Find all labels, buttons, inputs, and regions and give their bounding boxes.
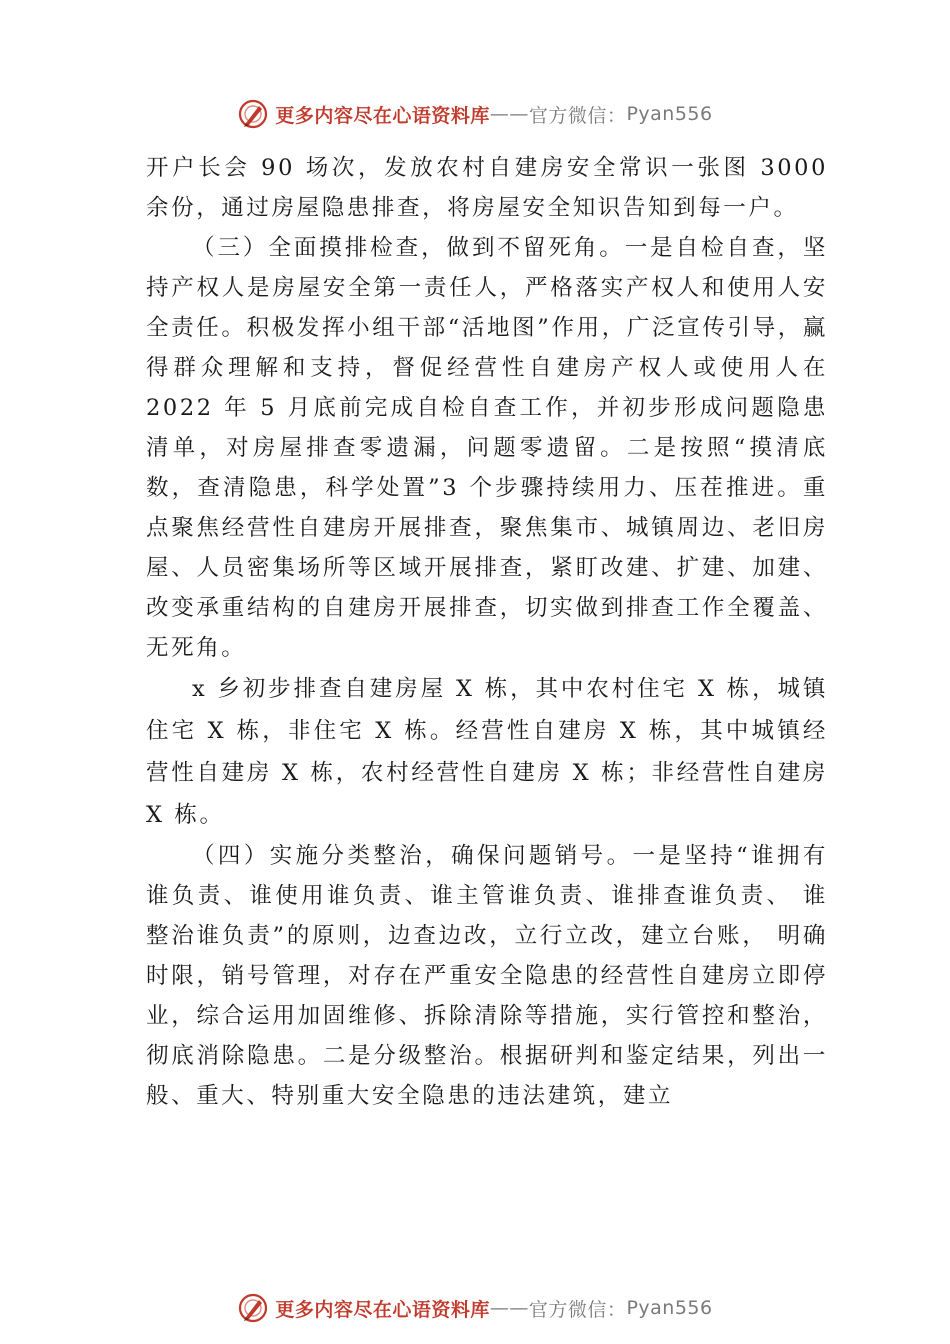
library-name: 更多内容尽在心语资料库 (275, 1298, 490, 1321)
paragraph-statistics: x 乡初步排查自建房屋 X 栋，其中农村住宅 X 栋，城镇住宅 X 栋，非住宅 X 栋。经营性自建房 X 栋，其中城镇经营性自建房 X 栋，农村经营性自建房 X 栋；非经营性自建房 X 栋。 (146, 676, 828, 828)
footer-watermark (0, 1288, 950, 1328)
paragraph-section-3: （三）全面摸排检查，做到不留死角。一是自检自查，坚持产权人是房屋安全第一责任人，严格落实产权人和使用人安全责任。积极发挥小组干部“活地图”作用，广泛宣传引导，赢得群众理解和支持，督促经营性自建房产权人或使用人在 2022 年 5 月底前完成自检自查工作，并初步形成问题隐患清单，对房屋排查零遗漏，问题零遗留。二是按照“摸清底数，查清隐患，科学处置”3 个步骤持续用力、压茬推进。重点聚焦经营性自建房开展排查，聚焦集市、城镇周边、老旧房屋、人员密集场所等区域开展排查，紧盯改建、扩建、加建、改变承重结构的自建房开展排查，切实做到排查工作全覆盖、无死角。 (146, 235, 828, 661)
pen-logo-icon (237, 1292, 269, 1324)
library-name: 更多内容尽在心语资料库 (275, 104, 490, 127)
wechat-account: Pyan556 (626, 103, 713, 125)
paragraph-continued: 开户长会 90 场次，发放农村自建房安全常识一张图 3000 余份，通过房屋隐患排查，将房屋安全知识告知到每一户。 (146, 155, 828, 221)
pen-logo-icon (237, 98, 269, 130)
official-wechat-label: 官方微信： (528, 104, 627, 127)
header-watermark (0, 94, 950, 134)
separator-dash: —— (489, 1297, 529, 1319)
paragraph-section-4: （四）实施分类整治，确保问题销号。一是坚持“谁拥有谁负责、谁使用谁负责、谁主管谁负责、谁排查谁负责、 谁整治谁负责”的原则，边查边改，立行立改，建立台账， 明确时限，销号管理，对存在严重安全隐患的经营性自建房立即停业，综合运用加固维修、拆除清除等措施，实行管控和整治，彻底消除隐患。二是分级整治。根据研判和鉴定结果，列出一般、重大、特别重大安全隐患的违法建筑，建立 (146, 843, 828, 1109)
separator-dash: —— (489, 103, 529, 125)
official-wechat-label: 官方微信： (528, 1298, 627, 1321)
wechat-account: Pyan556 (626, 1297, 713, 1319)
document-body (146, 148, 828, 1116)
